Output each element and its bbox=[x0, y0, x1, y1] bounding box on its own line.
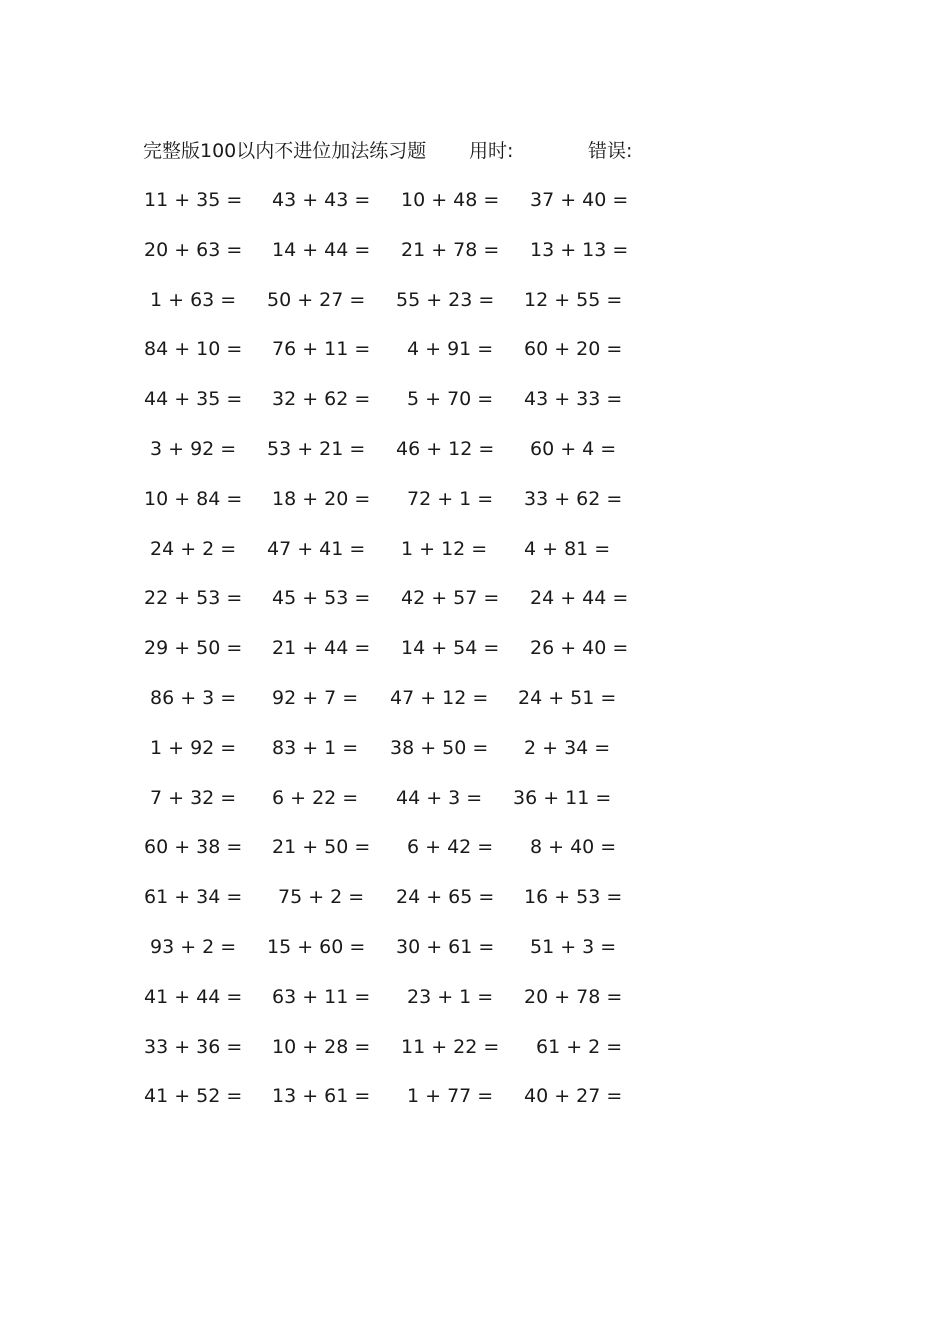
problem-cell: 24 + 65 = bbox=[396, 886, 495, 908]
problem-cell: 4 + 81 = bbox=[524, 538, 611, 560]
problem-cell: 16 + 53 = bbox=[524, 886, 623, 908]
problem-cell: 4 + 91 = bbox=[407, 338, 494, 360]
problem-cell: 44 + 3 = bbox=[396, 787, 483, 809]
problem-cell: 75 + 2 = bbox=[278, 886, 365, 908]
problem-cell: 24 + 44 = bbox=[530, 587, 629, 609]
problem-cell: 53 + 21 = bbox=[267, 438, 366, 460]
problem-cell: 33 + 62 = bbox=[524, 488, 623, 510]
worksheet-title: 完整版100以内不进位加法练习题 bbox=[143, 140, 427, 162]
problem-cell: 11 + 22 = bbox=[401, 1036, 500, 1058]
problem-cell: 21 + 78 = bbox=[401, 239, 500, 261]
problem-cell: 1 + 92 = bbox=[150, 737, 237, 759]
problem-cell: 72 + 1 = bbox=[407, 488, 494, 510]
problem-cell: 33 + 36 = bbox=[144, 1036, 243, 1058]
problem-cell: 40 + 27 = bbox=[524, 1085, 623, 1107]
problem-cell: 10 + 48 = bbox=[401, 189, 500, 211]
problem-cell: 23 + 1 = bbox=[407, 986, 494, 1008]
time-label: 用时: bbox=[469, 140, 514, 162]
problem-cell: 51 + 3 = bbox=[530, 936, 617, 958]
problem-cell: 32 + 62 = bbox=[272, 388, 371, 410]
problem-cell: 20 + 63 = bbox=[144, 239, 243, 261]
problem-cell: 38 + 50 = bbox=[390, 737, 489, 759]
problem-cell: 42 + 57 = bbox=[401, 587, 500, 609]
problem-cell: 20 + 78 = bbox=[524, 986, 623, 1008]
problem-cell: 8 + 40 = bbox=[530, 836, 617, 858]
problem-cell: 93 + 2 = bbox=[150, 936, 237, 958]
problem-cell: 60 + 20 = bbox=[524, 338, 623, 360]
problem-cell: 44 + 35 = bbox=[144, 388, 243, 410]
problem-cell: 10 + 84 = bbox=[144, 488, 243, 510]
problem-cell: 5 + 70 = bbox=[407, 388, 494, 410]
problem-cell: 6 + 22 = bbox=[272, 787, 359, 809]
problem-cell: 1 + 63 = bbox=[150, 289, 237, 311]
problem-cell: 86 + 3 = bbox=[150, 687, 237, 709]
problem-cell: 18 + 20 = bbox=[272, 488, 371, 510]
problem-cell: 76 + 11 = bbox=[272, 338, 371, 360]
problem-cell: 61 + 2 = bbox=[536, 1036, 623, 1058]
problem-cell: 3 + 92 = bbox=[150, 438, 237, 460]
problem-cell: 60 + 4 = bbox=[530, 438, 617, 460]
problem-cell: 43 + 43 = bbox=[272, 189, 371, 211]
problem-cell: 30 + 61 = bbox=[396, 936, 495, 958]
problem-cell: 6 + 42 = bbox=[407, 836, 494, 858]
problem-cell: 41 + 44 = bbox=[144, 986, 243, 1008]
problem-cell: 1 + 12 = bbox=[401, 538, 488, 560]
problem-cell: 47 + 12 = bbox=[390, 687, 489, 709]
problem-cell: 41 + 52 = bbox=[144, 1085, 243, 1107]
problem-cell: 63 + 11 = bbox=[272, 986, 371, 1008]
problem-cell: 15 + 60 = bbox=[267, 936, 366, 958]
problem-cell: 24 + 51 = bbox=[518, 687, 617, 709]
problem-cell: 21 + 44 = bbox=[272, 637, 371, 659]
problem-cell: 45 + 53 = bbox=[272, 587, 371, 609]
problem-cell: 60 + 38 = bbox=[144, 836, 243, 858]
problem-cell: 26 + 40 = bbox=[530, 637, 629, 659]
problem-cell: 12 + 55 = bbox=[524, 289, 623, 311]
error-label: 错误: bbox=[588, 140, 633, 162]
problem-cell: 1 + 77 = bbox=[407, 1085, 494, 1107]
problem-cell: 84 + 10 = bbox=[144, 338, 243, 360]
problem-cell: 13 + 61 = bbox=[272, 1085, 371, 1107]
problem-cell: 83 + 1 = bbox=[272, 737, 359, 759]
problem-cell: 47 + 41 = bbox=[267, 538, 366, 560]
problem-cell: 7 + 32 = bbox=[150, 787, 237, 809]
problem-cell: 22 + 53 = bbox=[144, 587, 243, 609]
problem-cell: 21 + 50 = bbox=[272, 836, 371, 858]
problem-cell: 29 + 50 = bbox=[144, 637, 243, 659]
problem-cell: 61 + 34 = bbox=[144, 886, 243, 908]
problem-cell: 50 + 27 = bbox=[267, 289, 366, 311]
problem-cell: 92 + 7 = bbox=[272, 687, 359, 709]
problem-cell: 13 + 13 = bbox=[530, 239, 629, 261]
problem-cell: 2 + 34 = bbox=[524, 737, 611, 759]
problem-cell: 24 + 2 = bbox=[150, 538, 237, 560]
problem-cell: 11 + 35 = bbox=[144, 189, 243, 211]
problem-cell: 10 + 28 = bbox=[272, 1036, 371, 1058]
problem-cell: 43 + 33 = bbox=[524, 388, 623, 410]
problem-cell: 36 + 11 = bbox=[513, 787, 612, 809]
problem-cell: 55 + 23 = bbox=[396, 289, 495, 311]
problem-cell: 14 + 54 = bbox=[401, 637, 500, 659]
problem-cell: 46 + 12 = bbox=[396, 438, 495, 460]
problem-cell: 37 + 40 = bbox=[530, 189, 629, 211]
problem-cell: 14 + 44 = bbox=[272, 239, 371, 261]
